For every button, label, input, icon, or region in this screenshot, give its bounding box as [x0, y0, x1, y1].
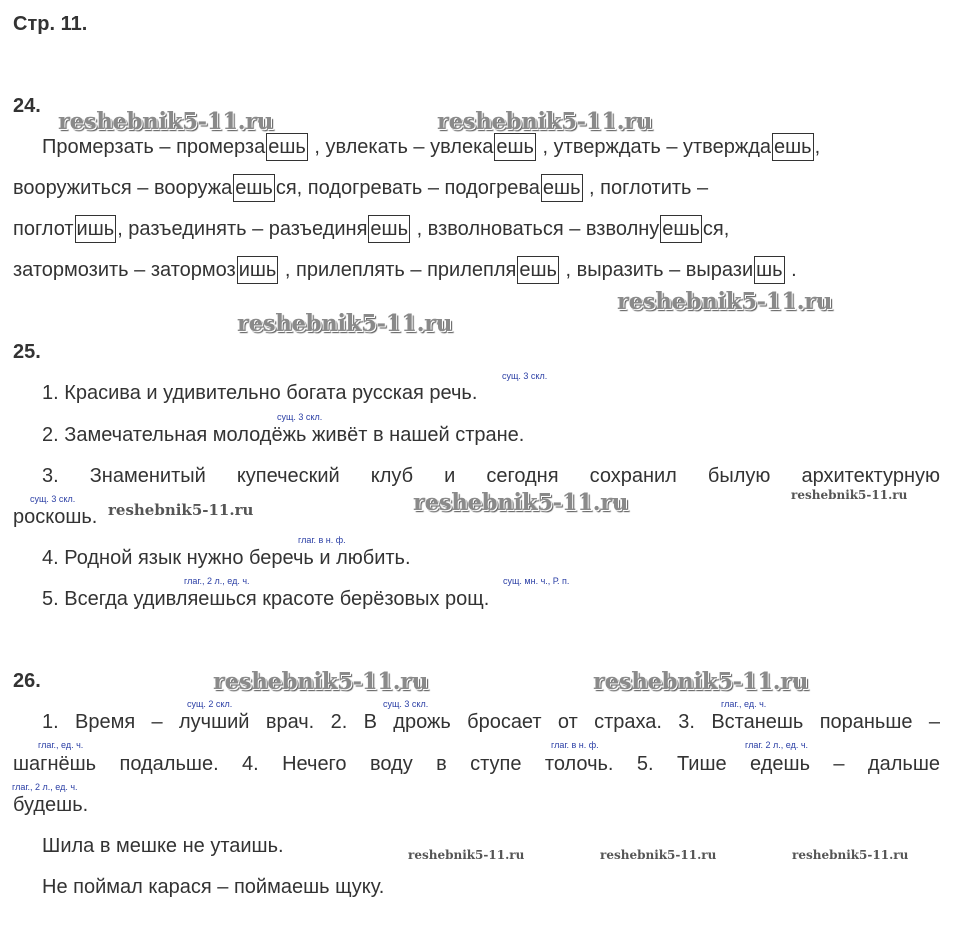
ex24-line-3: поглот ишь , разъединять – разъединя ешь , взволноваться – взволну ешь ся,	[13, 217, 729, 241]
grammar-note: глаг. в н. ф.	[298, 535, 346, 545]
ex25-sentence-2: 2. Замечательная молодёжь живёт в нашей стране.	[42, 424, 525, 446]
grammar-note: глаг., 2 л., ед. ч.	[184, 576, 250, 586]
grammar-note: глаг. в н. ф.	[551, 740, 599, 750]
ending-box: ешь	[772, 133, 814, 161]
ex25-sentence-3a: 3. Знаменитый купеческий клуб и сегодня сохранил былую архитектурную	[42, 465, 940, 487]
grammar-note: сущ. 2 скл.	[187, 699, 233, 709]
grammar-note: глаг., 2 л., ед. ч.	[12, 782, 78, 792]
page-title: Стр. 11.	[13, 13, 88, 35]
watermark-text: reshebnik5-11.ru	[617, 288, 832, 315]
watermark-text: reshebnik5-11.ru	[237, 310, 452, 337]
ex25-sentence-1: 1. Красива и удивительно богата русская речь.	[42, 382, 478, 404]
grammar-note: сущ. 3 скл.	[30, 494, 76, 504]
ex26-line-3: будешь.	[13, 794, 89, 816]
ending-box: ешь	[233, 174, 275, 202]
watermark-text: reshebnik5-11.ru	[437, 108, 652, 135]
watermark-text: reshebnik5-11.ru	[213, 668, 428, 695]
ending-box: шь	[754, 256, 784, 284]
watermark-text: reshebnik5-11.ru	[593, 668, 808, 695]
watermark-text: reshebnik5-11.ru	[791, 488, 908, 502]
watermark-text: reshebnik5-11.ru	[108, 501, 254, 519]
ex26-proverb-1: Шила в мешке не утаишь.	[42, 835, 284, 857]
ex25-sentence-3b: роскошь.	[13, 506, 98, 528]
grammar-note: глаг. 2 л., ед. ч.	[745, 740, 809, 750]
ending-box: ешь	[660, 215, 702, 243]
ex24-line-2: вооружиться – вооружа ешь ся, подогревать – подогрева ешь , поглотить –	[13, 176, 708, 200]
grammar-note: сущ. 3 скл.	[502, 371, 548, 381]
grammar-note: сущ. мн. ч., Р. п.	[503, 576, 570, 586]
watermark-text: reshebnik5-11.ru	[408, 848, 525, 862]
watermark-text: reshebnik5-11.ru	[58, 108, 273, 135]
grammar-note: сущ. 3 скл.	[277, 412, 323, 422]
ex25-sentence-5: 5. Всегда удивляешься красоте берёзовых рощ.	[42, 588, 490, 610]
watermark-text: reshebnik5-11.ru	[413, 489, 628, 516]
ex24-line-4: затормозить – затормоз ишь , прилеплять – прилепля ешь , выразить – вырази шь .	[13, 258, 797, 282]
ending-box: ишь	[237, 256, 279, 284]
ending-box: ешь	[368, 215, 410, 243]
exercise-26-number: 26.	[13, 670, 41, 692]
ex26-proverb-2: Не поймал карася – поймаешь щуку.	[42, 876, 385, 898]
watermark-text: reshebnik5-11.ru	[792, 848, 909, 862]
exercise-24-number: 24.	[13, 95, 41, 117]
exercise-25-number: 25.	[13, 341, 41, 363]
ending-box: ишь	[75, 215, 117, 243]
ending-box: ешь	[494, 133, 536, 161]
ending-box: ешь	[266, 133, 308, 161]
grammar-note: глаг., ед. ч.	[38, 740, 84, 750]
grammar-note: глаг., ед. ч.	[721, 699, 767, 709]
ex26-line-2: шагнёшь подальше. 4. Нечего воду в ступе толочь. 5. Тише едешь – дальше	[13, 753, 940, 775]
grammar-note: сущ. 3 скл.	[383, 699, 429, 709]
ending-box: ешь	[517, 256, 559, 284]
ex25-sentence-4: 4. Родной язык нужно беречь и любить.	[42, 547, 411, 569]
ending-box: ешь	[541, 174, 583, 202]
watermark-text: reshebnik5-11.ru	[600, 848, 717, 862]
ex24-line-1: Промерзать – промерза ешь , увлекать – увлека ешь , утверждать – утвержда ешь ,	[42, 135, 820, 159]
ex26-line-1: 1. Время – лучший врач. 2. В дрожь бросает от страха. 3. Встанешь пораньше –	[42, 711, 940, 733]
